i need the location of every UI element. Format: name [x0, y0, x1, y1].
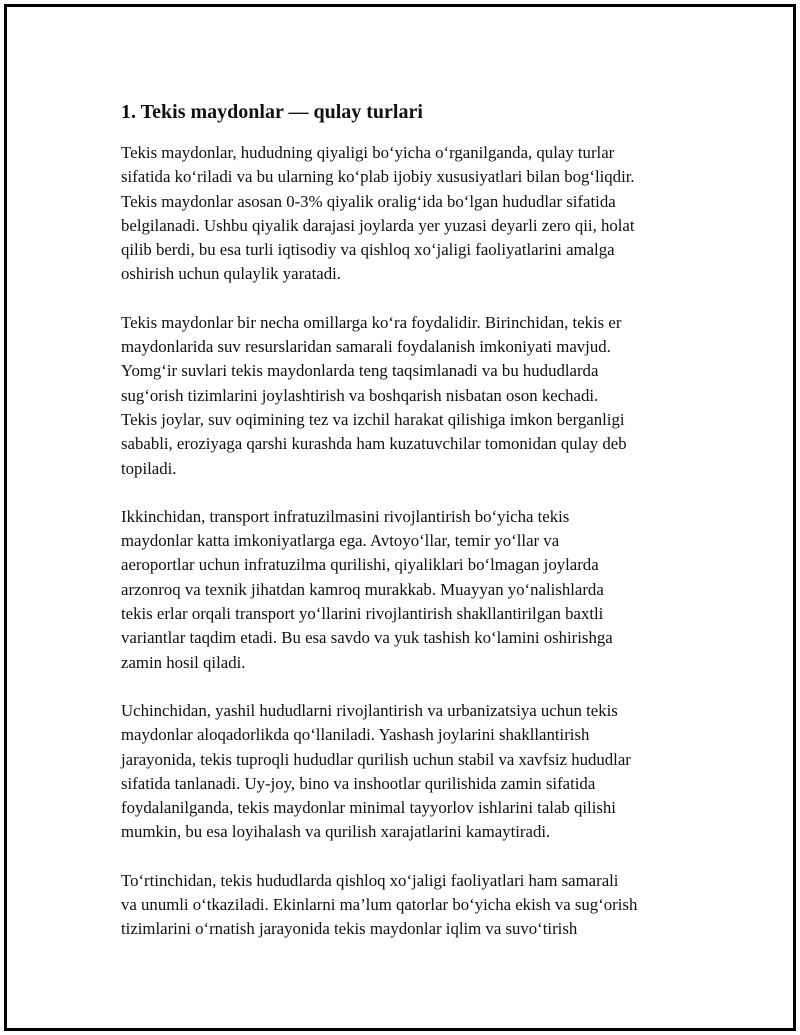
paragraph-line: oshirish uchun qulaylik yaratadi.	[121, 264, 341, 284]
paragraph-line: variantlar taqdim etadi. Bu esa savdo va yuk tashish ko‘lamini oshirishga	[121, 628, 613, 648]
paragraph-5	[121, 869, 701, 942]
paragraph-line: Tekis maydonlar, hududning qiyaligi bo‘yicha o‘rganilganda, qulay turlar	[121, 143, 615, 162]
paragraph-4	[121, 699, 701, 845]
paragraph-line: zamin hosil qiladi.	[121, 652, 246, 672]
paragraph-line: aeroportlar uchun infratuzilma qurilishi, qiyaliklari bo‘lmagan joylarda	[121, 555, 599, 575]
paragraph-line: tizimlarini o‘rnatish jarayonida tekis maydonlar iqlim va suvo‘tirish	[121, 919, 578, 939]
paragraph-line: jarayonida, tekis tuproqli hududlar qurilish uchun stabil va xavfsiz hududlar	[121, 749, 631, 769]
section-heading: 1. Tekis maydonlar — qulay turlari	[121, 101, 423, 123]
paragraph-line: Uchinchidan, yashil hududlarni rivojlantirish va urbanizatsiya uchun tekis	[121, 700, 618, 720]
paragraph-line: Tekis joylar, suv oqimining tez va izchil harakat qilishiga imkon berganligi	[121, 409, 625, 429]
paragraph-line: maydonlar katta imkoniyatlarga ega. Avtoyo‘llar, temir yo‘llar va	[121, 531, 560, 551]
paragraph-2	[121, 311, 701, 481]
paragraph-line: sababli, eroziyaga qarshi kurashda ham kuzatuvchilar tomonidan qulay deb	[121, 434, 627, 454]
paragraph-line: va unumli o‘tkaziladi. Ekinlarni ma’lum qatorlar bo‘yicha ekish va sug‘orish	[121, 895, 638, 915]
paragraph-line: foydalanilganda, tekis maydonlar minimal tayyorlov ishlarini talab qilishi	[121, 798, 616, 818]
paragraph-line: arzonroq va texnik jihatdan kamroq murakkab. Muayyan yo‘nalishlarda	[121, 579, 604, 599]
paragraph-line: maydonlar aloqadorlikda qo‘llaniladi. Yashash joylarini shakllantirish	[121, 725, 590, 745]
paragraph-line: Tekis maydonlar asosan 0-3% qiyalik oralig‘ida bo‘lgan hududlar sifatida	[121, 191, 616, 211]
paragraph-line: tekis erlar orqali transport yo‘llarini rivojlantirish shakllantirilgan baxtli	[121, 604, 604, 624]
paragraph-line: Tekis maydonlar bir necha omillarga ko‘ra foydalidir. Birinchidan, tekis er	[121, 312, 622, 332]
paragraph-line: sifatida ko‘riladi va bu ularning ko‘plab ijobiy xususiyatlari bilan bog‘liqdir.	[121, 167, 635, 187]
paragraph-line: qilib berdi, bu esa turli iqtisodiy va qishloq xo‘jaligi faoliyatlarini amalga	[121, 240, 615, 260]
paragraph-line: To‘rtinchidan, tekis hududlarda qishloq xo‘jaligi faoliyatlari ham samarali	[121, 870, 619, 890]
paragraph-line: belgilanadi. Ushbu qiyalik darajasi joylarda yer yuzasi deyarli zero qii, holat	[121, 215, 635, 235]
document-body	[121, 99, 701, 966]
paragraph-1	[121, 141, 701, 287]
paragraph-line: Ikkinchidan, transport infratuzilmasini rivojlantirish bo‘yicha tekis	[121, 506, 570, 526]
paragraph-line: mumkin, bu esa loyihalash va qurilish xarajatlarini kamaytiradi.	[121, 822, 551, 842]
paragraph-line: sifatida tanlanadi. Uy-joy, bino va inshootlar qurilishida zamin sifatida	[121, 773, 596, 793]
paragraphs-container	[121, 141, 701, 942]
paragraph-line: topiladi.	[121, 458, 177, 478]
paragraph-line: Yomg‘ir suvlari tekis maydonlarda teng taqsimlanadi va bu hududlarda	[121, 361, 599, 381]
paragraph-3	[121, 505, 701, 675]
paragraph-line: sug‘orish tizimlarini joylashtirish va boshqarish nisbatan oson kechadi.	[121, 385, 599, 405]
page-frame	[4, 4, 796, 1031]
paragraph-line: maydonlarida suv resurslaridan samarali foydalanish imkoniyati mavjud.	[121, 337, 611, 357]
